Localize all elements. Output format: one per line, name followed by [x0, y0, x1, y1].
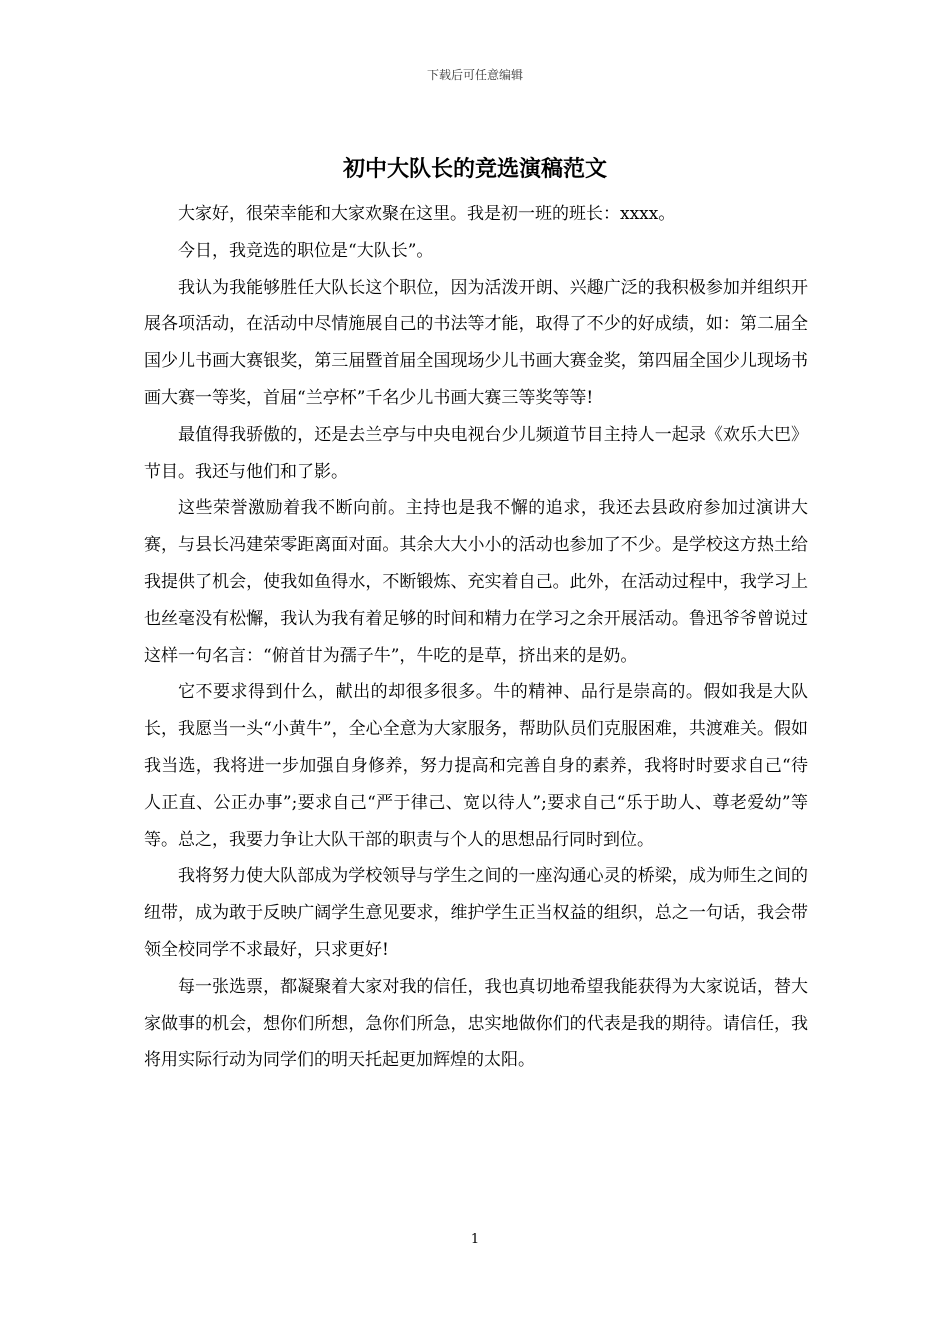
paragraph-proudest-moment: 最值得我骄傲的，还是去兰亭与中央电视台少儿频道节目主持人一起录《欢乐大巴》节目。我还与他们和了影。: [144, 424, 808, 482]
paragraph-motivation: 这些荣誉激励着我不断向前。主持也是我不懈的追求，我还去县政府参加过演讲大赛，与县长冯建荣零距离面对面。其余大大小小的活动也参加了不少。是学校这方热土给我提供了机会，使我如鱼得水，不断锻炼、充实着自己。此外，在活动过程中，我学习上也丝毫没有松懈，我认为我有着足够的时间和精力在学习之余开展活动。鲁迅爷爷曾说过这样一句名言：“俯首甘为孺子牛”，牛吃的是草，挤出来的是奶。: [144, 498, 808, 666]
paragraph-bridge: 我将努力使大队部成为学校领导与学生之间的一座沟通心灵的桥梁，成为师生之间的纽带，成为敢于反映广阔学生意见要求，维护学生正当权益的组织，总之一句话，我会带领全校同学不求最好，只求更好!: [144, 866, 808, 960]
document-title: 初中大队长的竞选演稿范文: [342, 156, 607, 182]
header-note: 下载后可任意编辑: [426, 68, 523, 82]
paragraph-greeting: 大家好，很荣幸能和大家欢聚在这里。我是初一班的班长：xxxx。: [178, 204, 676, 224]
paragraph-position: 今日，我竞选的职位是“大队长”。: [178, 240, 434, 261]
paragraph-ox-spirit: 它不要求得到什么，献出的却很多很多。牛的精神、品行是崇高的。假如我是大队长，我愿当一头“小黄牛”，全心全意为大家服务，帮助队员们克服困难，共渡难关。假如我当选，我将进一步加强自身修养，努力提高和完善自身的素养，我将时时要求自己“待人正直、公正办事”;要求自己“严于律己、宽以待人”;要求自己“乐于助人、尊老爱幼”等等。总之，我要力争让大队干部的职责与个人的思想品行同时到位。: [144, 682, 808, 850]
paragraph-closing: 每一张选票，都凝聚着大家对我的信任，我也真切地希望我能获得为大家说话，替大家做事的机会，想你们所想，急你们所急，忠实地做你们的代表是我的期待。请信任，我将用实际行动为同学们的明天托起更加辉煌的太阳。: [144, 976, 808, 1071]
paragraph-qualifications: 我认为我能够胜任大队长这个职位，因为活泼开朗、兴趣广泛的我积极参加并组织开展各项活动，在活动中尽情施展自己的书法等才能，取得了不少的好成绩，如：第二届全国少儿书画大赛银奖，第三届暨首届全国现场少儿书画大赛金奖，第四届全国少儿现场书画大赛一等奖，首届“兰亭杯”千名少儿书画大赛三等奖等等!: [144, 277, 808, 408]
document-body: [144, 196, 808, 1079]
page-number: 1: [470, 1232, 480, 1247]
